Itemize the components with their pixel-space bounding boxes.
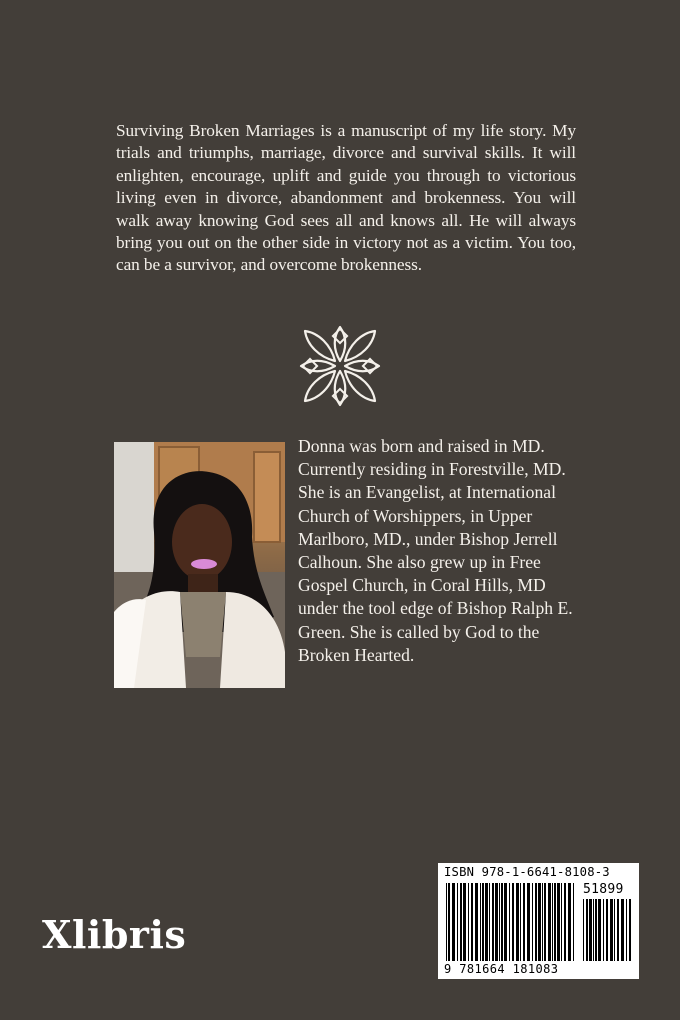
isbn-barcode bbox=[438, 863, 639, 979]
author-photo bbox=[114, 442, 285, 688]
barcode-digits: 9 781664 181083 bbox=[444, 962, 559, 976]
author-bio: Donna was born and raised in MD. Currently residing in Forestville, MD. She is an Evangelist, at International Church of Worshippers, in Upper Marlboro, MD., under Bishop Jerrell Calhoun. She also grew up in Free Gospel Church, in Coral Hills, MD under the tool edge of Bishop Ralph E. Green. She is called by God to the Broken Hearted. bbox=[298, 436, 573, 665]
isbn-label: ISBN 978-1-6641-8108-3 bbox=[444, 865, 610, 879]
back-cover-blurb: Surviving Broken Marriages is a manuscript of my life story. My trials and triumphs, marriage, divorce and survival skills. It will enlighten, encourage, uplift and guide you through to victorious living even in divorce, abandonment and brokenness. You will walk away knowing God sees all and knows all. He will always bring you out on the other side in victory not as a victim. You too, can be a survivor, and overcome brokenness. bbox=[116, 121, 576, 275]
floral-diamond-ornament-icon bbox=[297, 323, 383, 409]
publisher-logo: Xlibris bbox=[42, 912, 187, 957]
price-code: 51899 bbox=[583, 882, 624, 897]
author-portrait-illustration bbox=[114, 442, 285, 688]
